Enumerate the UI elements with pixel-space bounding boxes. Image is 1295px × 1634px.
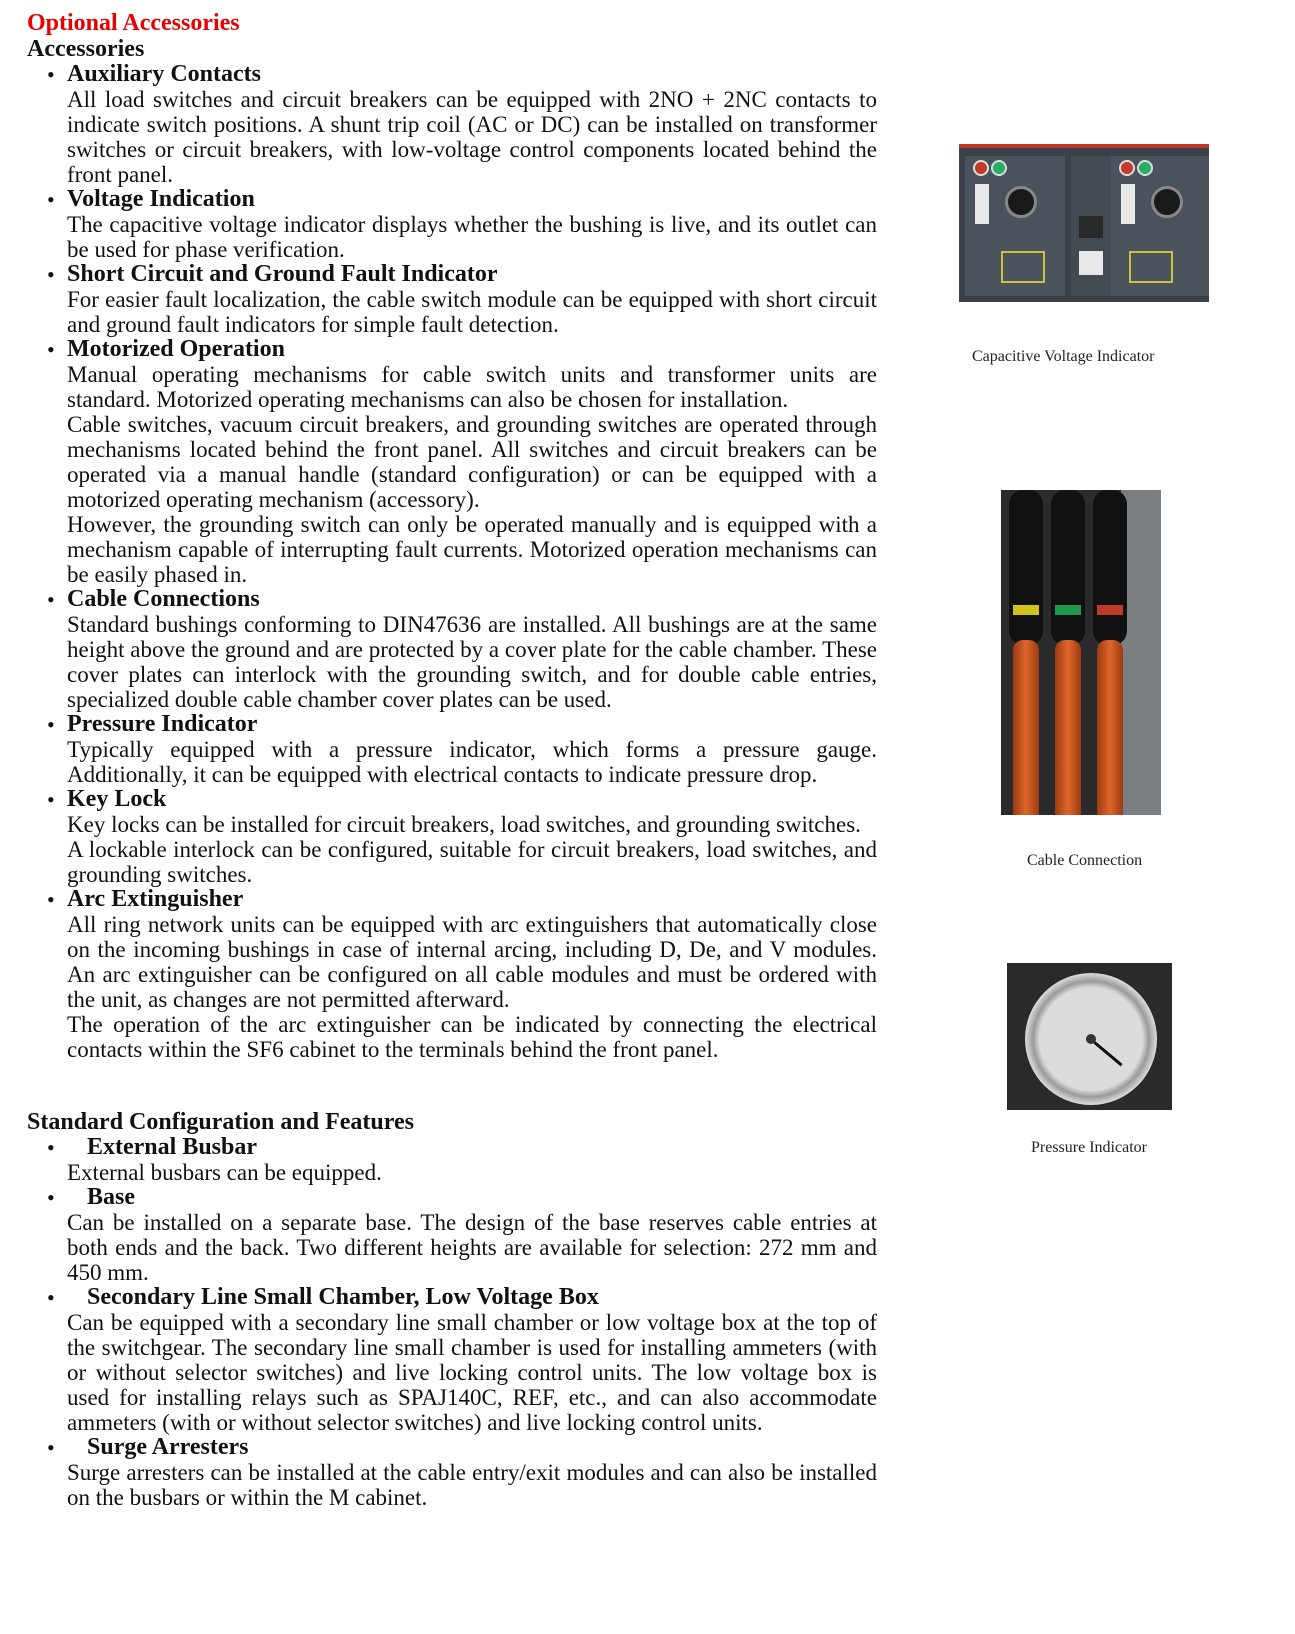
- item-paragraph: All load switches and circuit breakers can be equipped with 2NO + 2NC contacts to indicate switch positions. A shunt trip coil (AC or DC) can be installed on transformer switches or circuit breakers, with low-voltage control components located behind the front panel.: [67, 87, 877, 187]
- bullet-icon: •: [47, 262, 55, 287]
- switch-knob-icon: [1005, 186, 1037, 218]
- list-item: [47, 712, 877, 787]
- bullet-icon: •: [47, 587, 55, 612]
- list-item: [47, 1285, 877, 1435]
- item-paragraph: However, the grounding switch can only be operated manually and is equipped with a mechanism capable of interrupting fault currents. Motorized operation mechanisms can be easily phased in.: [67, 512, 877, 587]
- green-lamp-icon: [991, 160, 1007, 176]
- bullet-icon: •: [47, 1435, 55, 1460]
- item-paragraph: Standard bushings conforming to DIN47636 are installed. All bushings are at the same height above the ground and are protected by a cover plate for the cable chamber. These cover plates can interlock with the grounding switch, and for double cable entries, specialized double cable chamber cover plates can be used.: [67, 612, 877, 712]
- item-paragraph: Manual operating mechanisms for cable switch units and transformer units are standard. Motorized operating mechanisms can also be chosen for installation.: [67, 362, 877, 412]
- phase-band-green: [1055, 605, 1081, 615]
- item-heading: Motorized Operation: [67, 336, 285, 362]
- list-item: [47, 1435, 877, 1510]
- section-subtitle-accessories: Accessories: [27, 36, 145, 62]
- item-heading: Pressure Indicator: [67, 711, 258, 737]
- list-item: [47, 587, 877, 712]
- item-heading: Surge Arresters: [87, 1434, 249, 1460]
- cable-boot: [1051, 490, 1085, 645]
- list-item: [47, 337, 877, 587]
- bullet-icon: •: [47, 1285, 55, 1310]
- item-paragraph: Surge arresters can be installed at the cable entry/exit modules and can also be installed on the busbars or within the M cabinet.: [67, 1460, 877, 1510]
- bullet-icon: •: [47, 1135, 55, 1160]
- gauge-hub: [1086, 1034, 1096, 1044]
- item-paragraph: The capacitive voltage indicator displays whether the bushing is live, and its outlet can be used for phase verification.: [67, 212, 877, 262]
- bullet-icon: •: [47, 787, 55, 812]
- bullet-icon: •: [47, 62, 55, 87]
- phase-band-red: [1097, 605, 1123, 615]
- item-heading: External Busbar: [87, 1134, 258, 1160]
- cable-boot: [1093, 490, 1127, 645]
- caption-cable-connection: Cable Connection: [1027, 852, 1143, 869]
- item-heading: Secondary Line Small Chamber, Low Voltage Box: [87, 1284, 599, 1310]
- list-item: [47, 262, 877, 337]
- center-meter-icon: [1079, 251, 1103, 275]
- item-paragraph: Can be installed on a separate base. The design of the base reserves cable entries at both ends and the back. Two different heights are available for selection: 272 mm and 450 mm.: [67, 1210, 877, 1285]
- section-title-optional: Optional Accessories: [27, 10, 240, 36]
- item-paragraph: A lockable interlock can be configured, suitable for circuit breakers, load switches, and grounding switches.: [67, 837, 877, 887]
- panel-center-column: [1071, 156, 1111, 296]
- item-heading: Short Circuit and Ground Fault Indicator: [67, 261, 498, 287]
- item-heading: Voltage Indication: [67, 186, 255, 212]
- center-display: [1079, 216, 1103, 238]
- voltage-indicator-photo: [959, 144, 1209, 302]
- item-heading: Base: [87, 1184, 135, 1210]
- list-item: [47, 787, 877, 887]
- indicator-frame: [1001, 251, 1045, 283]
- item-paragraph: Typically equipped with a pressure indicator, which forms a pressure gauge. Additionally, it can be equipped with electrical contacts to indicate pressure drop.: [67, 737, 877, 787]
- bullet-icon: •: [47, 187, 55, 212]
- main-content: [27, 10, 877, 1510]
- panel-column: [1111, 156, 1209, 296]
- item-paragraph: Key locks can be installed for circuit breakers, load switches, and grounding switches.: [67, 812, 861, 837]
- panel-label: [975, 184, 989, 224]
- optional-accessories-list: [27, 62, 877, 1062]
- switch-knob-icon: [1151, 186, 1183, 218]
- item-heading: Cable Connections: [67, 586, 260, 612]
- cable-boot: [1009, 490, 1043, 645]
- item-heading: Key Lock: [67, 786, 167, 812]
- cable: [1055, 640, 1081, 815]
- panel-label: [1121, 184, 1135, 224]
- list-item: [47, 887, 877, 1062]
- cabinet-wall: [1121, 490, 1161, 815]
- standard-features-list: [27, 1135, 877, 1510]
- section-title-standard: Standard Configuration and Features: [27, 1109, 414, 1135]
- bullet-icon: •: [47, 712, 55, 737]
- item-paragraph: External busbars can be equipped.: [67, 1160, 382, 1185]
- caption-pressure-indicator: Pressure Indicator: [1031, 1139, 1147, 1156]
- indicator-frame: [1129, 251, 1173, 283]
- phase-band-yellow: [1013, 605, 1039, 615]
- bullet-icon: •: [47, 887, 55, 912]
- item-paragraph: All ring network units can be equipped with arc extinguishers that automatically close on the incoming bushings in case of internal arcing, including D, De, and V modules. An arc extinguisher can be configured on all cable modules and must be ordered with the unit, as changes are not permitted afterward.: [67, 912, 877, 1012]
- panel-column: [965, 156, 1065, 296]
- red-lamp-icon: [973, 160, 989, 176]
- green-lamp-icon: [1137, 160, 1153, 176]
- list-item: [47, 187, 877, 262]
- item-paragraph: For easier fault localization, the cable switch module can be equipped with short circuit and ground fault indicators for simple fault detection.: [67, 287, 877, 337]
- item-paragraph: Can be equipped with a secondary line small chamber or low voltage box at the top of the switchgear. The secondary line small chamber is used for installing ammeters (with or without selector switches) and live locking control units. The low voltage box is used for installing relays such as SPAJ140C, REF, etc., and can also accommodate ammeters (with or without selector switches) and live locking control units.: [67, 1310, 877, 1435]
- item-paragraph: Cable switches, vacuum circuit breakers, and grounding switches are operated through mechanisms located behind the front panel. All switches and circuit breakers can be operated via a manual handle (standard configuration) or can be equipped with a motorized operating mechanism (accessory).: [67, 412, 877, 512]
- bullet-icon: •: [47, 337, 55, 362]
- pressure-gauge-photo: [1007, 963, 1172, 1110]
- item-heading: Auxiliary Contacts: [67, 61, 261, 87]
- item-heading: Arc Extinguisher: [67, 886, 244, 912]
- cable: [1013, 640, 1039, 815]
- cable: [1097, 640, 1123, 815]
- list-item: [47, 62, 877, 187]
- list-item: [47, 1185, 877, 1285]
- item-paragraph: The operation of the arc extinguisher can be indicated by connecting the electrical contacts within the SF6 cabinet to the terminals behind the front panel.: [67, 1012, 877, 1062]
- list-item: [47, 1135, 877, 1185]
- bullet-icon: •: [47, 1185, 55, 1210]
- section-spacer: [27, 1062, 877, 1109]
- cable-connection-photo: [1001, 490, 1161, 815]
- red-lamp-icon: [1119, 160, 1135, 176]
- caption-voltage-indicator: Capacitive Voltage Indicator: [972, 348, 1155, 365]
